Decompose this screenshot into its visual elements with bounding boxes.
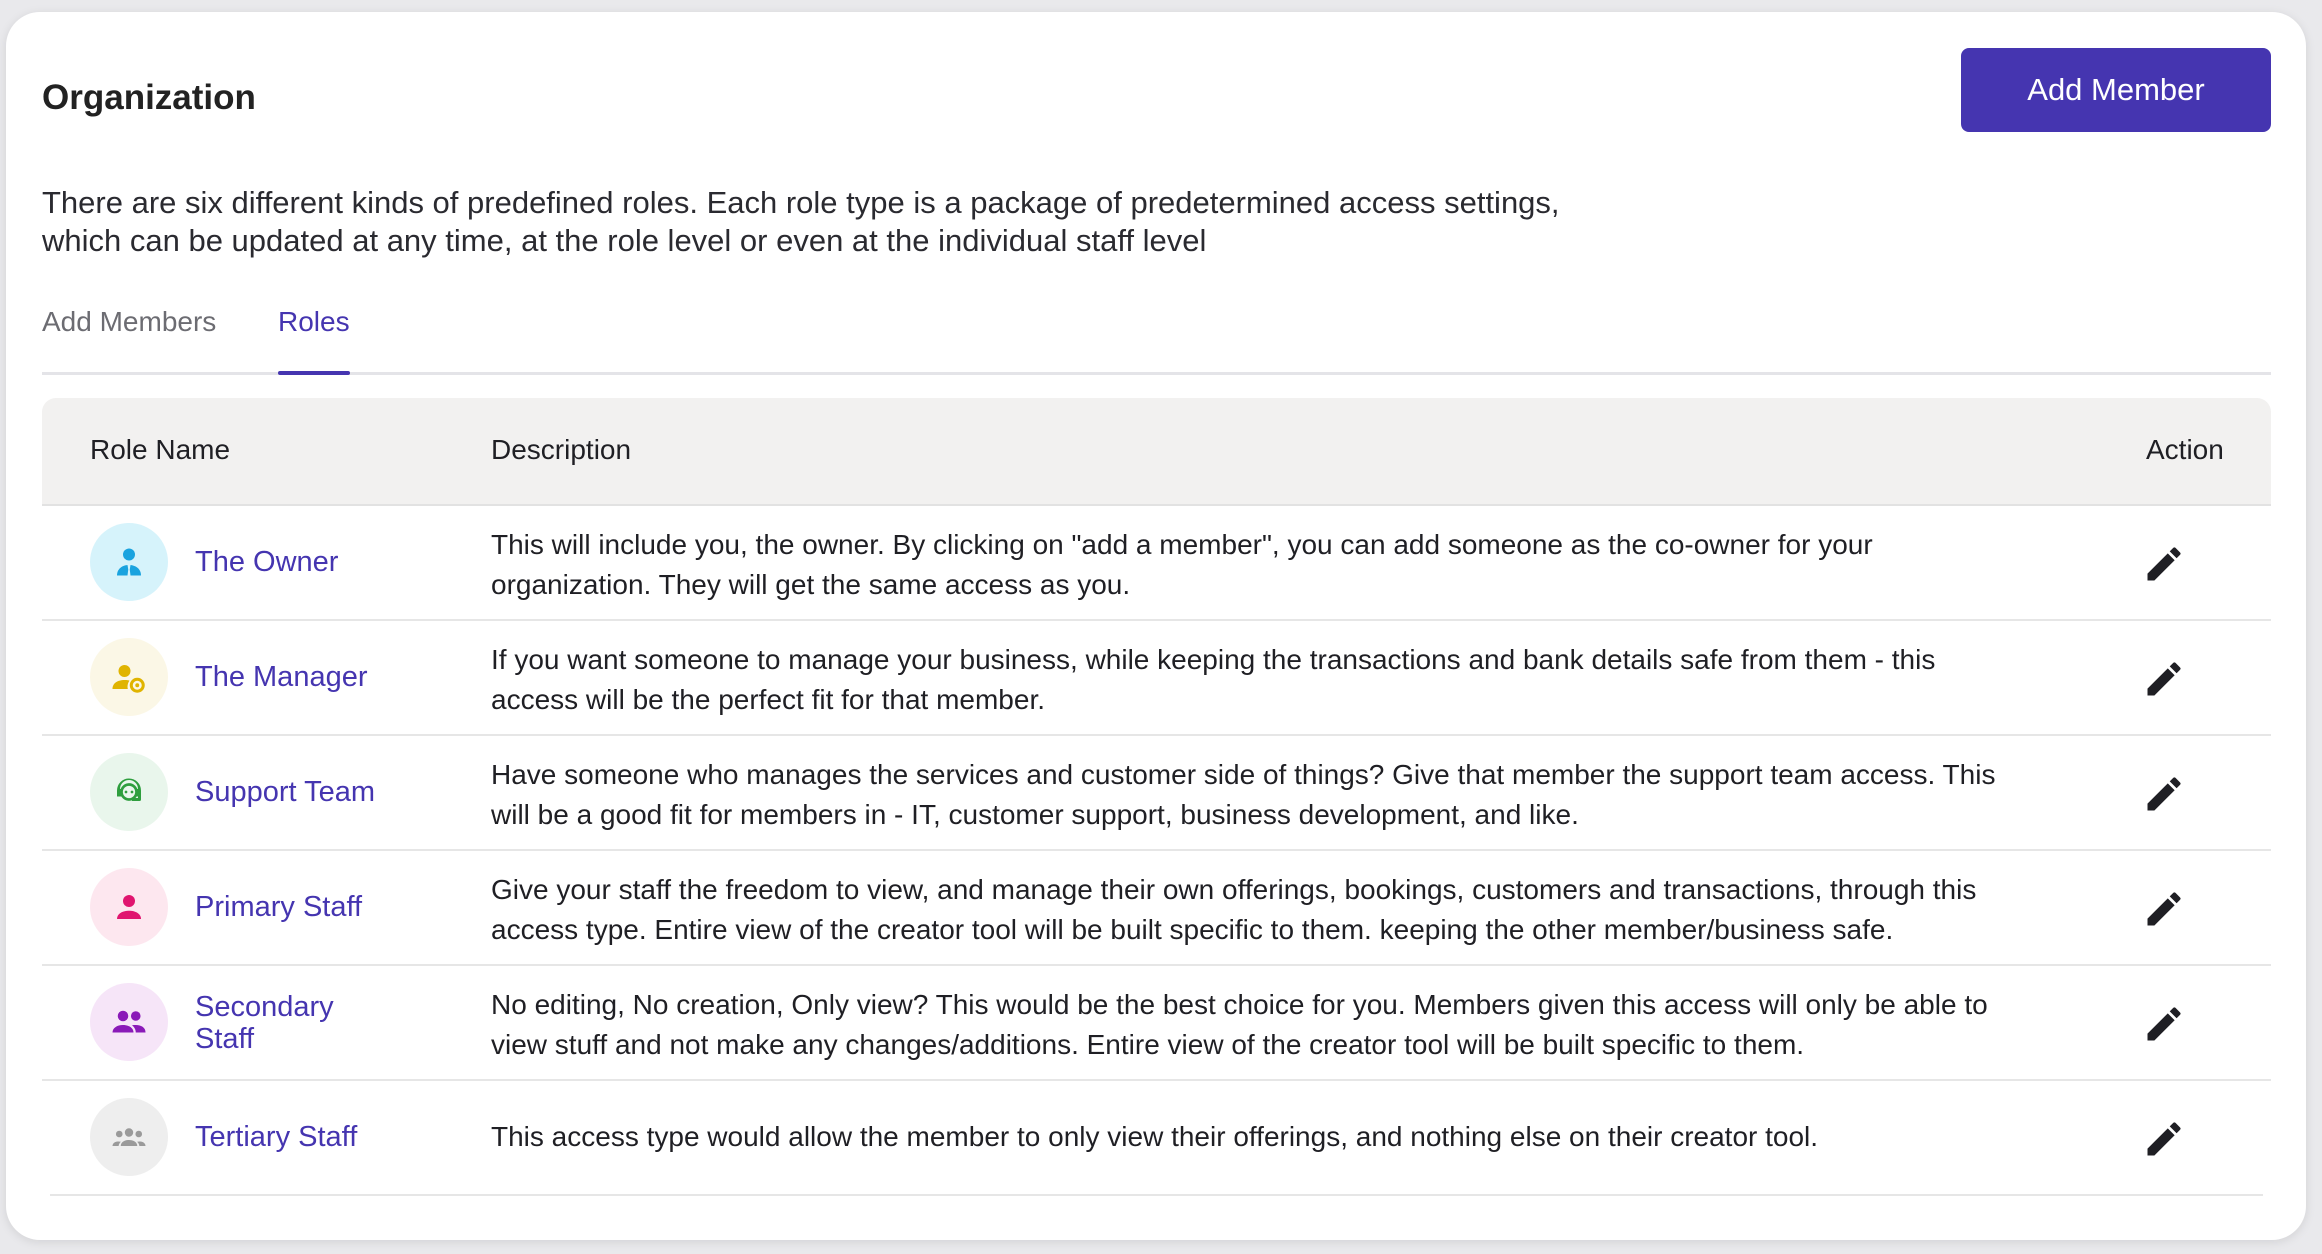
role-name-link[interactable]: Primary Staff xyxy=(195,891,363,923)
role-name-link[interactable] xyxy=(195,991,395,1055)
person-icon xyxy=(90,868,168,946)
role-name-line: Staff xyxy=(195,1023,255,1055)
table-row xyxy=(42,506,2271,621)
edit-pencil-icon[interactable] xyxy=(2142,1002,2186,1046)
group-icon xyxy=(90,1098,168,1176)
role-description-line: Have someone who manages the services and customer side of things? Give that member the support team access. This xyxy=(491,759,1996,790)
column-header-description: Description xyxy=(491,434,632,465)
intro-line: There are six different kinds of predefined roles. Each role type is a package of predetermined access settings, xyxy=(42,185,1560,220)
role-description xyxy=(491,525,2131,605)
tab-roles[interactable]: Roles xyxy=(278,306,350,372)
edit-pencil-icon[interactable] xyxy=(2142,1117,2186,1161)
intro-line: which can be updated at any time, at the role level or even at the individual staff level xyxy=(42,223,1207,258)
table-header xyxy=(42,398,2271,506)
manager-icon xyxy=(90,638,168,716)
roles-intro-text xyxy=(42,184,1792,260)
role-description xyxy=(491,1117,2131,1157)
edit-pencil-icon[interactable] xyxy=(2142,772,2186,816)
tab-add-members[interactable]: Add Members xyxy=(42,306,217,337)
support-agent-icon xyxy=(90,753,168,831)
role-name-link[interactable]: Support Team xyxy=(195,776,376,808)
role-description-line: access type. Entire view of the creator tool will be built specific to them. keeping the other member/business safe. xyxy=(491,914,1894,945)
role-description xyxy=(491,640,2131,720)
role-description-line: This will include you, the owner. By clicking on "add a member", you can add someone as the co-owner for your xyxy=(491,529,1873,560)
tab-bar xyxy=(42,306,2271,375)
role-description-line: will be a good fit for members in - IT, customer support, business development, and like. xyxy=(491,799,1579,830)
role-name-link[interactable]: The Owner xyxy=(195,546,339,578)
table-row xyxy=(42,966,2271,1081)
edit-pencil-icon[interactable] xyxy=(2142,657,2186,701)
organization-card xyxy=(6,12,2306,1240)
table-row xyxy=(42,736,2271,851)
role-name-link[interactable]: Tertiary Staff xyxy=(195,1121,358,1153)
role-description-line: This access type would allow the member to only view their offerings, and nothing else on their creator tool. xyxy=(491,1121,1819,1152)
table-bottom-divider xyxy=(50,1194,2263,1196)
role-description-line: view stuff and not make any changes/additions. Entire view of the creator tool will be built specific to them. xyxy=(491,1029,1805,1060)
column-header-action: Action xyxy=(2146,434,2224,465)
role-description xyxy=(491,755,2131,835)
role-description-line: organization. They will get the same access as you. xyxy=(491,569,1131,600)
role-description-line: If you want someone to manage your business, while keeping the transactions and bank details safe from them - this xyxy=(491,644,1936,675)
role-name-link[interactable]: The Manager xyxy=(195,661,368,693)
role-description-line: No editing, No creation, Only view? This would be the best choice for you. Members given this access will only be able to xyxy=(491,989,1988,1020)
table-row xyxy=(42,621,2271,736)
owner-icon xyxy=(90,523,168,601)
role-description xyxy=(491,870,2131,950)
role-description-line: access will be the perfect fit for that member. xyxy=(491,684,1046,715)
column-header-role-name: Role Name xyxy=(90,434,231,465)
people-icon xyxy=(90,983,168,1061)
table-row xyxy=(42,1081,2271,1194)
edit-pencil-icon[interactable] xyxy=(2142,887,2186,931)
add-member-button[interactable]: Add Member xyxy=(1961,48,2271,132)
page-title: Organization xyxy=(42,78,256,117)
edit-pencil-icon[interactable] xyxy=(2142,542,2186,586)
role-name-line: Secondary xyxy=(195,991,334,1023)
table-row xyxy=(42,851,2271,966)
roles-table xyxy=(42,398,2271,1194)
role-description xyxy=(491,985,2131,1065)
role-description-line: Give your staff the freedom to view, and manage their own offerings, bookings, customers and transactions, through this xyxy=(491,874,1977,905)
